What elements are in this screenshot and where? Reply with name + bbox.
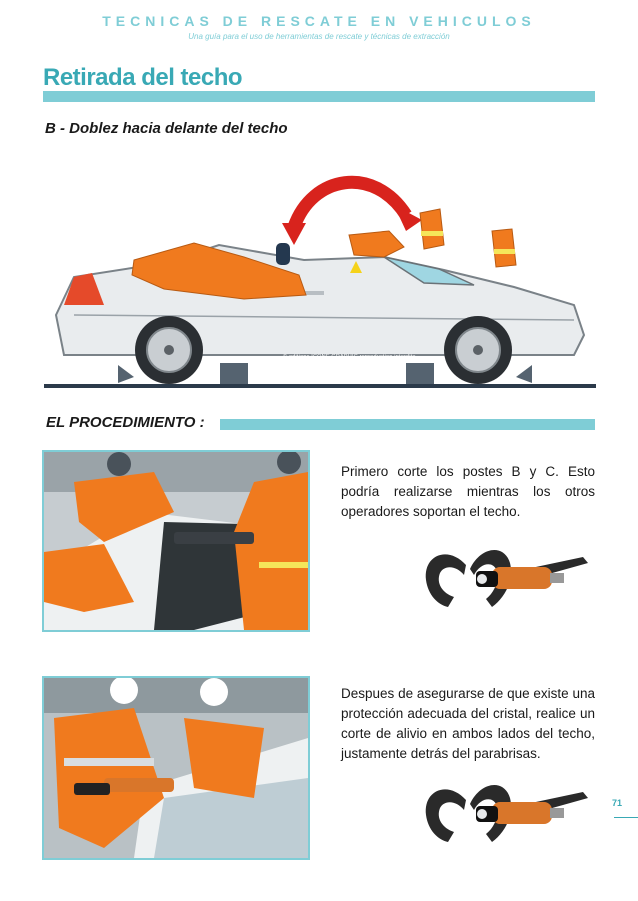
procedure-heading: EL PROCEDIMIENTO :	[46, 414, 205, 431]
car-roof-fold-illustration	[44, 165, 596, 395]
section-title: Retirada del techo	[43, 64, 243, 91]
illustration-copyright: © editions ICONE GRAPHIC reproduction interdite	[283, 354, 416, 360]
cutter-tool-image-2	[418, 768, 598, 860]
page-number: 71	[612, 798, 623, 808]
section-subheading: B - Doblez hacia delante del techo	[45, 120, 288, 137]
page-number-rule	[614, 817, 638, 818]
section-title-bar	[43, 91, 595, 102]
header-subtitle: Una guía para el uso de herramientas de rescate y técnicas de extracción	[188, 32, 450, 41]
ground-line	[44, 384, 596, 388]
procedure-heading-bar	[220, 419, 595, 430]
cutter-tool-image	[418, 535, 598, 625]
header-title: TECNICAS DE RESCATE EN VEHICULOS	[102, 13, 536, 29]
photo-cutting-pillars	[42, 450, 310, 632]
step1-text: Primero corte los postes B y C. Esto podría realizarse mientras los otros operadores soportan el techo.	[341, 464, 595, 519]
photo-relief-cut	[42, 676, 310, 860]
step2-text: Despues de asegurarse de que existe una protección adecuada del cristal, realice un corte de alivio en ambos lados del techo, justamente detrás del parabrisas.	[341, 686, 595, 761]
